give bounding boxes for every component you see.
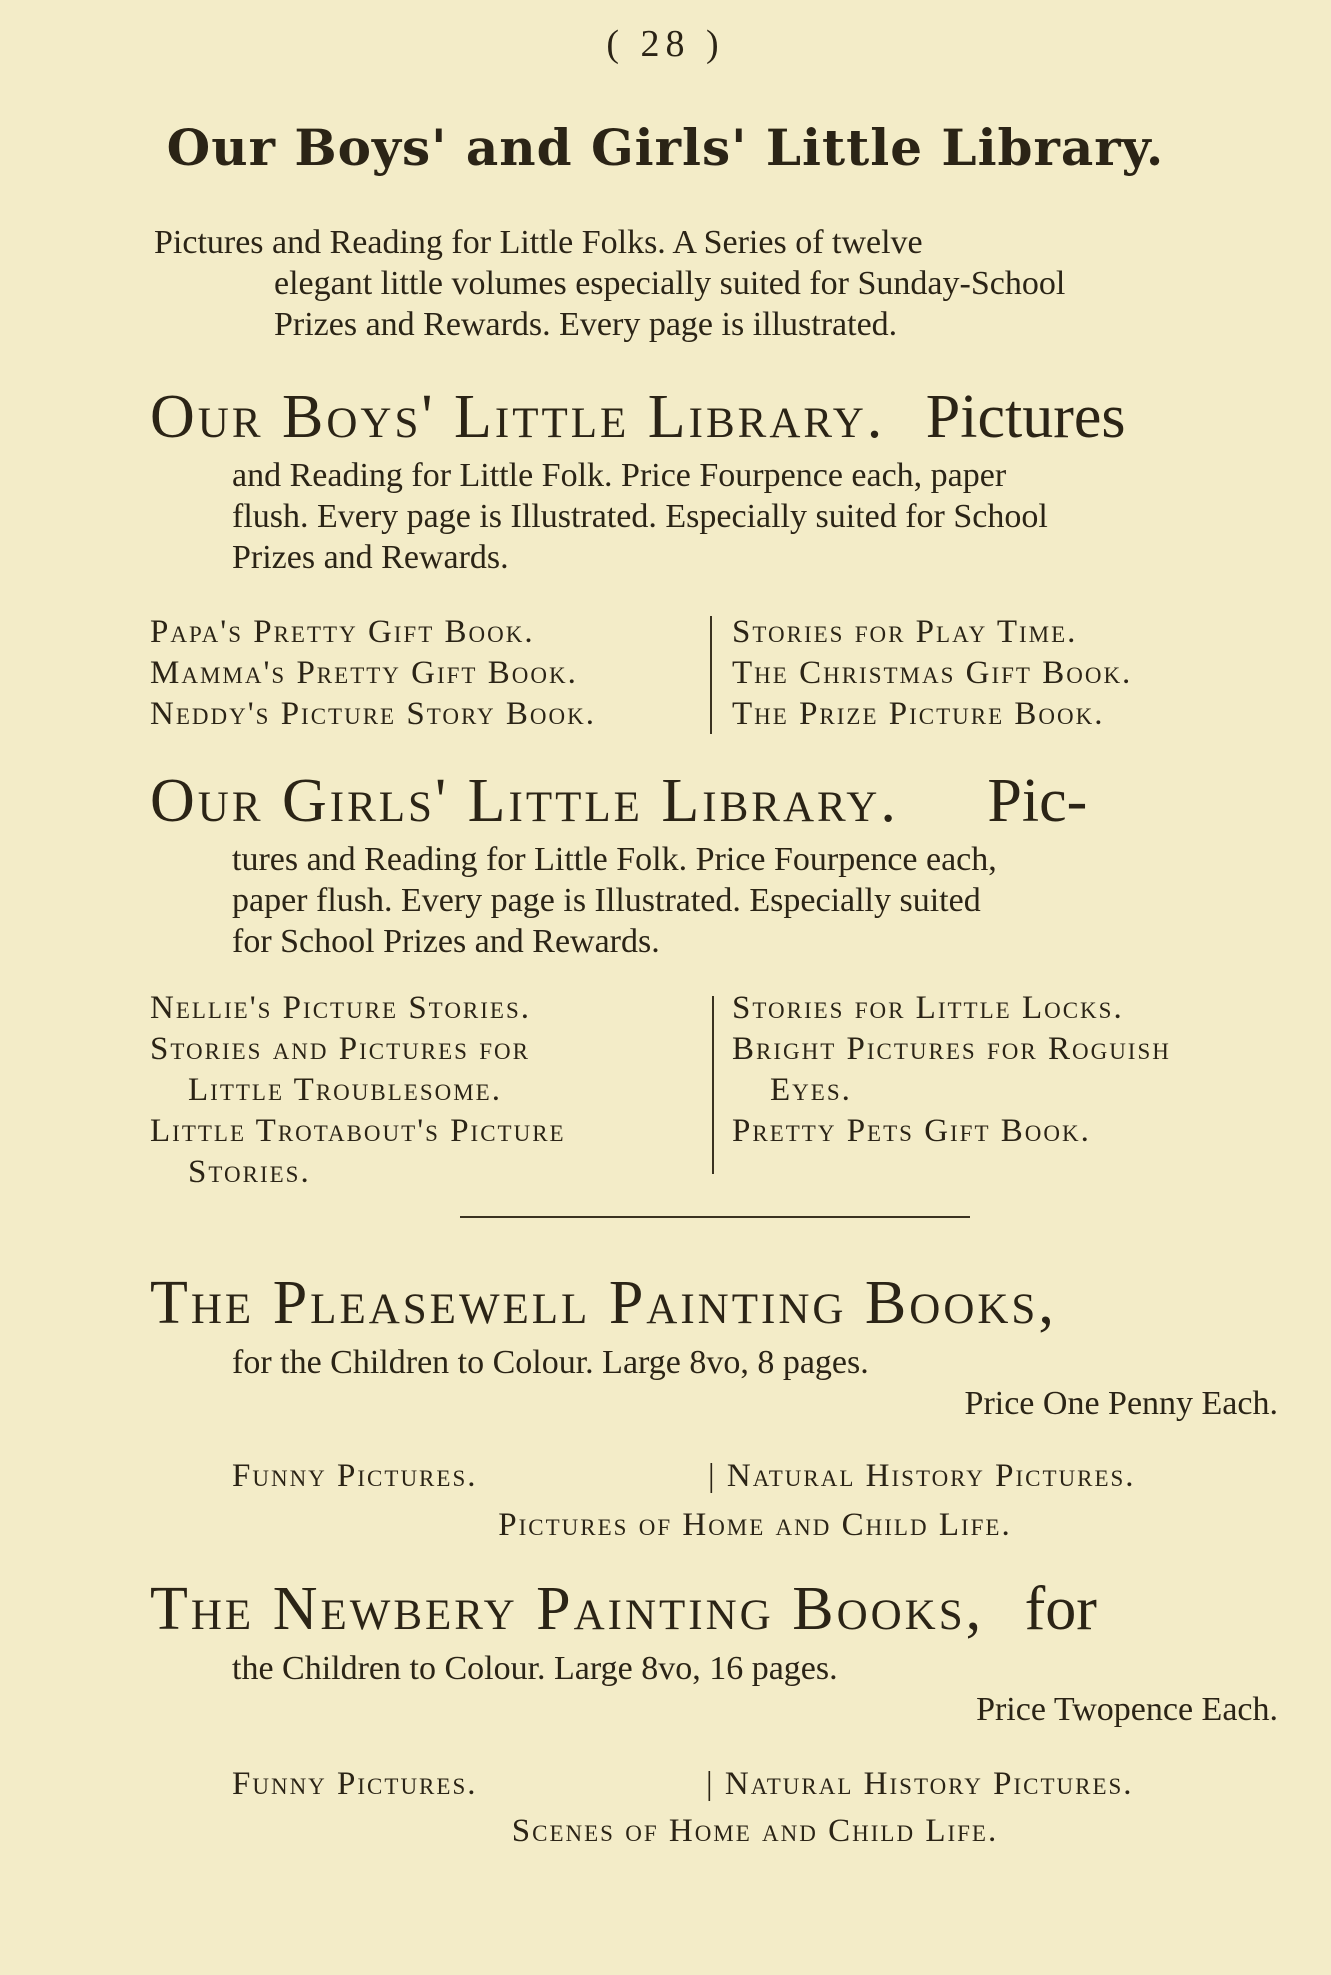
girls-desc-line-1: tures and Reading for Little Folk. Price Fourpence each, [232, 841, 997, 878]
pleasewell-list-center [232, 1505, 1278, 1546]
boys-desc-line-2: flush. Every page is Illustrated. Especially suited for School [232, 498, 1048, 535]
pleasewell-title: The Pleasewell Painting Books, [150, 1269, 1057, 1337]
book-title: Bright Pictures for Roguish [732, 1031, 1171, 1067]
newbery-list-center [232, 1811, 1278, 1852]
book-title-continued: Stories. [188, 1154, 311, 1190]
book-title: Funny Pictures. [232, 1458, 478, 1494]
boys-desc-line-1: and Reading for Little Folk. Price Fourpence each, paper [232, 457, 1007, 494]
boys-list-left [150, 612, 596, 735]
section-divider [460, 1216, 970, 1218]
book-title-continued: Little Troublesome. [188, 1072, 502, 1108]
girls-library-title [150, 766, 1087, 836]
book-title: Pretty Pets Gift Book. [732, 1113, 1091, 1149]
book-title: Pictures of Home and Child Life. [498, 1507, 1012, 1543]
newbery-title [150, 1574, 1097, 1644]
book-title: Mamma's Pretty Gift Book. [150, 655, 578, 691]
girls-list-left [150, 988, 566, 1193]
newbery-description [232, 1648, 1278, 1730]
page-number: ( 28 ) [606, 23, 725, 65]
page-header-title: Our Boys' and Girls' Little Library. [166, 118, 1165, 177]
newbery-price: Price Twopence Each. [976, 1691, 1278, 1728]
girls-desc-line-2: paper flush. Every page is Illustrated. Especially suited [232, 882, 981, 919]
newbery-list-right [706, 1764, 1134, 1805]
intro-paragraph [154, 222, 1284, 345]
book-title: Scenes of Home and Child Life. [511, 1813, 999, 1849]
book-title: | Natural History Pictures. [706, 1766, 1134, 1802]
newbery-desc-line-1: the Children to Colour. Large 8vo, 16 pages. [232, 1650, 838, 1687]
pleasewell-price: Price One Penny Each. [964, 1385, 1278, 1422]
girls-desc-line-3: for School Prizes and Rewards. [232, 923, 660, 960]
book-title: Papa's Pretty Gift Book. [150, 614, 535, 650]
girls-library-title-tail: Pic- [987, 767, 1088, 835]
book-title: Nellie's Picture Stories. [150, 990, 532, 1026]
boys-list-right [732, 612, 1132, 735]
boys-library-title-tail: Pictures [925, 383, 1126, 451]
girls-library-description [232, 839, 1292, 962]
book-title: The Christmas Gift Book. [732, 655, 1133, 691]
book-title: Stories and Pictures for [150, 1031, 530, 1067]
book-title: | Natural History Pictures. [708, 1458, 1136, 1494]
boys-desc-line-3: Prizes and Rewards. [232, 539, 509, 576]
book-title: Neddy's Picture Story Book. [150, 696, 596, 732]
pleasewell-list-left [232, 1456, 478, 1497]
book-title: Stories for Little Locks. [732, 990, 1124, 1026]
girls-library-title-text: Our Girls' Little Library. [150, 767, 899, 835]
book-title: Stories for Play Time. [732, 614, 1078, 650]
pleasewell-list-right [708, 1456, 1136, 1497]
book-title: The Prize Picture Book. [732, 696, 1105, 732]
boys-library-title-text: Our Boys' Little Library. [150, 383, 886, 451]
newbery-title-tail: for [1024, 1575, 1097, 1643]
intro-line-2: elegant little volumes especially suited for Sunday-School [274, 265, 1066, 302]
boys-list-divider [710, 616, 712, 734]
intro-line-1: Pictures and Reading for Little Folks. A Series of twelve [154, 224, 923, 261]
newbery-title-text: The Newbery Painting Books, [150, 1575, 985, 1643]
book-title-continued: Eyes. [770, 1072, 852, 1108]
girls-list-divider [712, 996, 714, 1174]
pleasewell-desc-line-1: for the Children to Colour. Large 8vo, 8 pages. [232, 1344, 869, 1381]
boys-library-title [150, 382, 1126, 452]
newbery-list-left [232, 1764, 478, 1805]
intro-line-3: Prizes and Rewards. Every page is illustrated. [274, 306, 898, 343]
girls-list-right [732, 988, 1171, 1152]
book-title: Funny Pictures. [232, 1766, 478, 1802]
book-title: Little Trotabout's Picture [150, 1113, 566, 1149]
boys-library-description [232, 455, 1292, 578]
pleasewell-description [232, 1342, 1278, 1424]
